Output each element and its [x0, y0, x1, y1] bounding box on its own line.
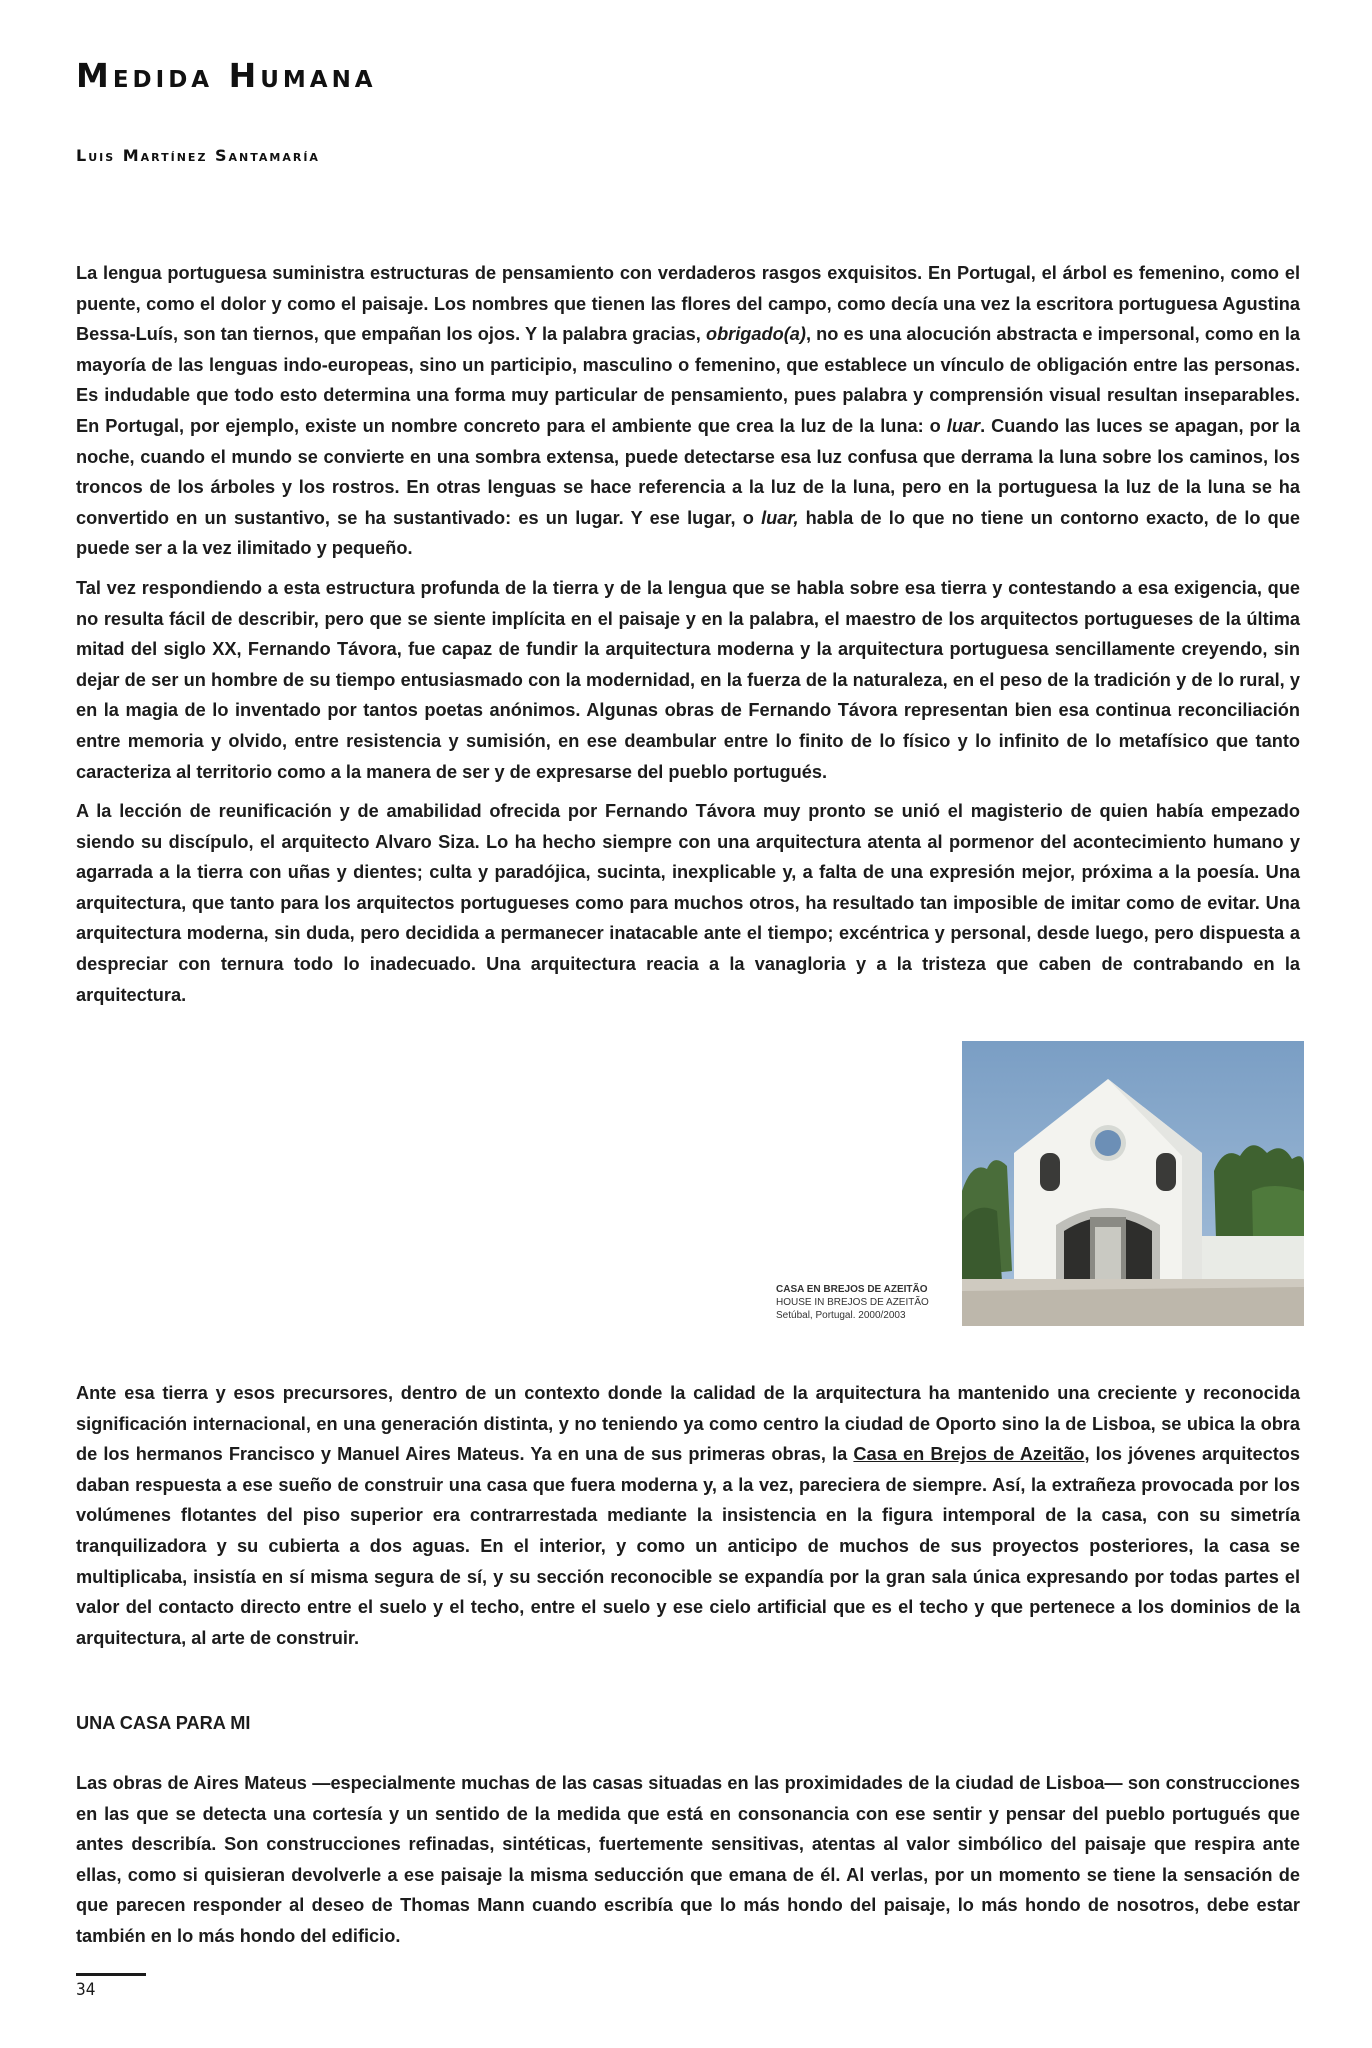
paragraph-5: Las obras de Aires Mateus —especialmente muchas de las casas situadas en las proximidades de la ciudad de Lisboa— son construcciones en las que se detecta una cortesía y un sentido de la medida que está en consonancia con ese sentir y pensar del pueblo portugués que antes describía. Son construcciones refinadas, sintéticas, fuertemente sensitivas, atentas al valor simbólico del paisaje que respira ante ellas, como si quisieran devolverle a ese paisaje la misma seducción que emana de él. Al verlas, por un momento se tiene la sensación de que parecen responder al deseo de Thomas Mann cuando escribía que lo más hondo del paisaje, lo más hondo de nosotros, debe estar también en lo más hondo del edificio.	[76, 1773, 1300, 1946]
page-number: 34	[76, 1980, 96, 2000]
paragraph-text: , los jóvenes arquitectos daban respuesta a ese sueño de construir una casa que fuera moderna y, a la vez, pareciera de siempre. Así, la extrañeza provocada por los volúmenes flotantes del piso superior era contrarrestada mediante la insistencia en la figura intemporal de la casa, con su simetría tranquilizadora y su cubierta a dos aguas. En el interior, y como un anticipo de muchos de sus proyectos posteriores, la casa se multiplicaba, insistía en sí misma segura de sí, y su sección reconocible se expandía por la gran sala única expresando por todas partes el valor del contacto directo entre el suelo y el techo, entre el suelo y ese cielo artificial que es el techo y que pertenece a los dominios de la arquitectura, al arte de construir.	[76, 1444, 1300, 1648]
italic-term: luar	[946, 415, 981, 436]
article-author: Luis Martínez Santamaría	[76, 146, 320, 165]
casa-brejos-link[interactable]: Casa en Brejos de Azeitão	[853, 1444, 1085, 1465]
paragraph-text: La lengua portuguesa suministra estructuras de pensamiento con verdaderos rasgos exquisitos. En Portugal, el árbol es femenino, como el puente, como el dolor y como el paisaje. Los nombres que tienen las flores del campo, como decía una vez la escritora portuguesa Agustina Bessa-Luís, son tan tiernos, que empañan los ojos. Y la palabra gracias,	[76, 263, 1300, 345]
caption-title: CASA EN BREJOS DE AZEITÃO	[776, 1284, 928, 1295]
page-number-rule	[76, 1973, 146, 1976]
italic-term: obrigado(a)	[705, 324, 806, 345]
paragraph-text: , no es una alocución abstracta e impersonal, como en la mayoría de las lenguas indo-europeas, sino un participio, masculino o femenino, que establece un vínculo de obligación entre las personas. Es indudable que todo esto determina una forma muy particular de pensamiento, pues palabra y comprensión visual resultan inseparables. En Portugal, por ejemplo, existe un nombre concreto para el ambiente que crea la luz de la luna: o	[76, 324, 1300, 436]
caption-english: HOUSE IN BREJOS DE AZEITÃO	[776, 1297, 929, 1308]
paragraph-text: Ante esa tierra y esos precursores, dentro de un contexto donde la calidad de la arquitectura ha mantenido una creciente y reconocida significación internacional, en una generación distinta, y no teniendo ya como centro la ciudad de Oporto sino la de Lisboa, se ubica la obra de los hermanos Francisco y Manuel Aires Mateus. Ya en una de sus primeras obras, la	[76, 1383, 1300, 1465]
house-photo	[962, 1041, 1304, 1326]
paragraph-1	[76, 258, 1300, 564]
paragraph-text: . Cuando las luces se apagan, por la noche, cuando el mundo se convierte en una sombra extensa, puede detectarse esa luz confusa que derrama la luna sobre los caminos, los troncos de los árboles y los rostros. En otras lenguas se hace referencia a la luz de la luna, pero en la portuguesa la luz de la luna se ha convertido en un sustantivo, se ha sustantivado: es un lugar. Y ese lugar, o	[76, 415, 1300, 528]
paragraph-3: A la lección de reunificación y de amabilidad ofrecida por Fernando Távora muy pronto se unió el magisterio de quien había empezado siendo su discípulo, el arquitecto Alvaro Siza. Lo ha hecho siempre con una arquitectura atenta al pormenor del acontecimiento humano y agarrada a la tierra con uñas y dientes; culta y paradójica, sucinta, inexplicable y, a falta de una expresión mejor, próxima a la poesía. Una arquitectura, que tanto para los arquitectos portugueses como para muchos otros, ha resultado tan imposible de imitar como de evitar. Una arquitectura moderna, sin duda, pero decidida a permanecer inatacable ante el tiempo; excéntrica y personal, desde luego, pero dispuesta a despreciar con ternura todo lo inadecuado. Una arquitectura reacia a la vanagloria y a la tristeza que caben de contrabando en la arquitectura.	[76, 801, 1300, 1005]
section-heading: UNA CASA PARA MI	[76, 1713, 251, 1733]
caption-place-date: Setúbal, Portugal. 2000/2003	[776, 1310, 906, 1321]
figure-caption	[776, 1283, 956, 1322]
italic-term: luar,	[761, 507, 799, 528]
paragraph-4	[76, 1378, 1300, 1653]
paragraph-2: Tal vez respondiendo a esta estructura profunda de la tierra y de la lengua que se habla sobre esa tierra y contestando a esa exigencia, que no resulta fácil de describir, pero que se siente implícita en el paisaje y en la palabra, el maestro de los arquitectos portugueses de la última mitad del siglo XX, Fernando Távora, fue capaz de fundir la arquitectura moderna y la arquitectura portuguesa sencillamente creyendo, sin dejar de ser un hombre de su tiempo entusiasmado con la modernidad, en la fuerza de la naturaleza, en el peso de la tradición y de lo rural, y en la magia de lo inventado por tantos poetas anónimos. Algunas obras de Fernando Távora representan bien esa continua reconciliación entre memoria y olvido, entre resistencia y sumisión, en ese deambular entre lo finito de lo físico y lo infinito de lo metafísico que tanto caracteriza al territorio como a la manera de ser y de expresarse del pueblo portugués.	[76, 578, 1300, 782]
paragraph-text: habla de lo que no tiene un contorno exacto, de lo que puede ser a la vez ilimitado y pequeño.	[76, 507, 1301, 559]
article-title: Medida Humana	[76, 56, 377, 95]
